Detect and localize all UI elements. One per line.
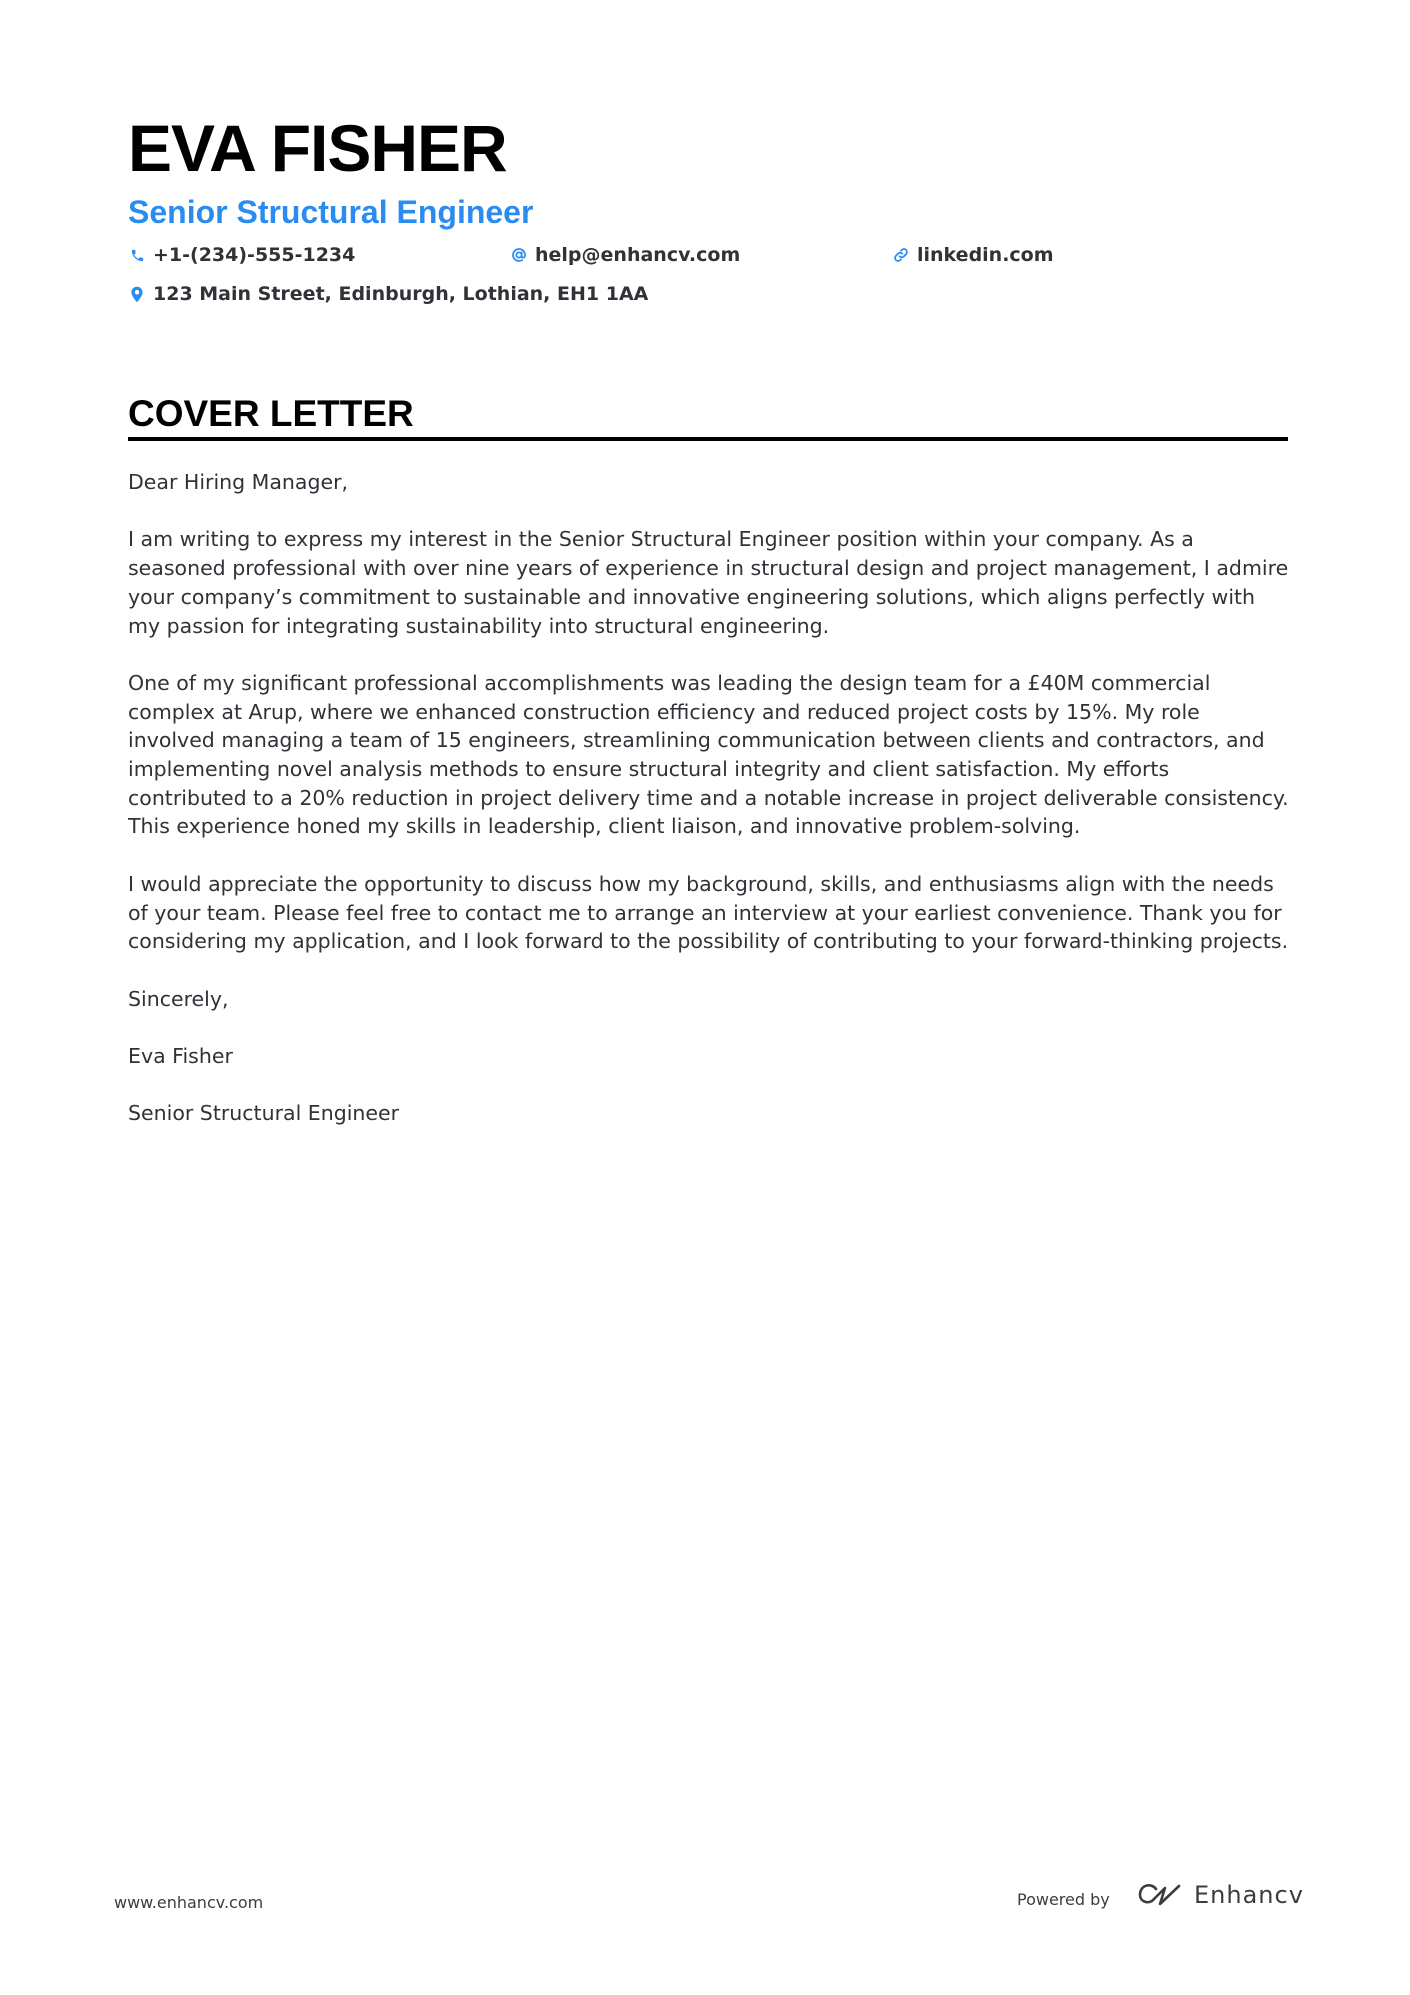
map-pin-icon xyxy=(128,285,146,303)
applicant-title: Senior Structural Engineer xyxy=(128,194,534,230)
letter-paragraph: I would appreciate the opportunity to discuss how my background, skills, and enthusiasms align with the needs of your team. Please feel free to contact me to arrange an interview at your earliest convenience. Thank you for considering my application, and I look forward to the possibility of contributing to your forward-thinking projects. xyxy=(128,871,1289,954)
contact-linkedin-text: linkedin.com xyxy=(917,244,1054,266)
contact-phone-text: +1-(234)-555-1234 xyxy=(153,244,356,266)
signature-name: Eva Fisher xyxy=(128,1043,233,1068)
letter-salutation: Dear Hiring Manager, xyxy=(128,470,349,494)
letter-paragraph: One of my significant professional accomplishments was leading the design team for a £40M commercial complex at Arup, where we enhanced construction efficiency and reduced project costs by 15%. My role involved managing a team of 15 engineers, streamlining communication between clients and contractors, and implementing novel analysis methods to ensure structural integrity and client satisfaction. My efforts contributed to a 20% reduction in project delivery time and a notable increase in project deliverable consistency. This experience honed my skills in leadership, client liaison, and innovative problem-solving. xyxy=(128,670,1289,839)
footer-website-link[interactable]: www.enhancv.com xyxy=(114,1893,264,1912)
contact-phone[interactable] xyxy=(128,241,355,269)
contact-address-text: 123 Main Street, Edinburgh, Lothian, EH1 1AA xyxy=(153,283,649,305)
contact-address xyxy=(128,280,648,308)
brand-logo-link[interactable] xyxy=(1136,1880,1304,1910)
enhancv-logo-icon xyxy=(1136,1880,1184,1910)
link-icon xyxy=(892,246,910,264)
letter-body xyxy=(128,468,1293,1157)
contact-email-text: help@enhancv.com xyxy=(535,244,741,266)
phone-icon xyxy=(128,246,146,264)
applicant-name: EVA FISHER xyxy=(128,111,507,185)
section-divider xyxy=(128,437,1288,441)
section-heading: COVER LETTER xyxy=(128,393,414,434)
brand-name: Enhancv xyxy=(1194,1881,1304,1909)
contact-email[interactable] xyxy=(510,241,740,269)
signature-title: Senior Structural Engineer xyxy=(128,1101,400,1126)
at-sign-icon xyxy=(510,246,528,264)
letter-paragraph: I am writing to express my interest in the Senior Structural Engineer position within your company. As a seasoned professional with over nine years of experience in structural design and project management, I admire your company’s commitment to sustainable and innovative engineering solutions, which aligns perfectly with my passion for integrating sustainability into structural engineering. xyxy=(128,527,1289,638)
powered-by-label: Powered by xyxy=(1017,1890,1110,1909)
contact-linkedin[interactable] xyxy=(892,241,1054,269)
letter-closing: Sincerely, xyxy=(128,986,229,1011)
